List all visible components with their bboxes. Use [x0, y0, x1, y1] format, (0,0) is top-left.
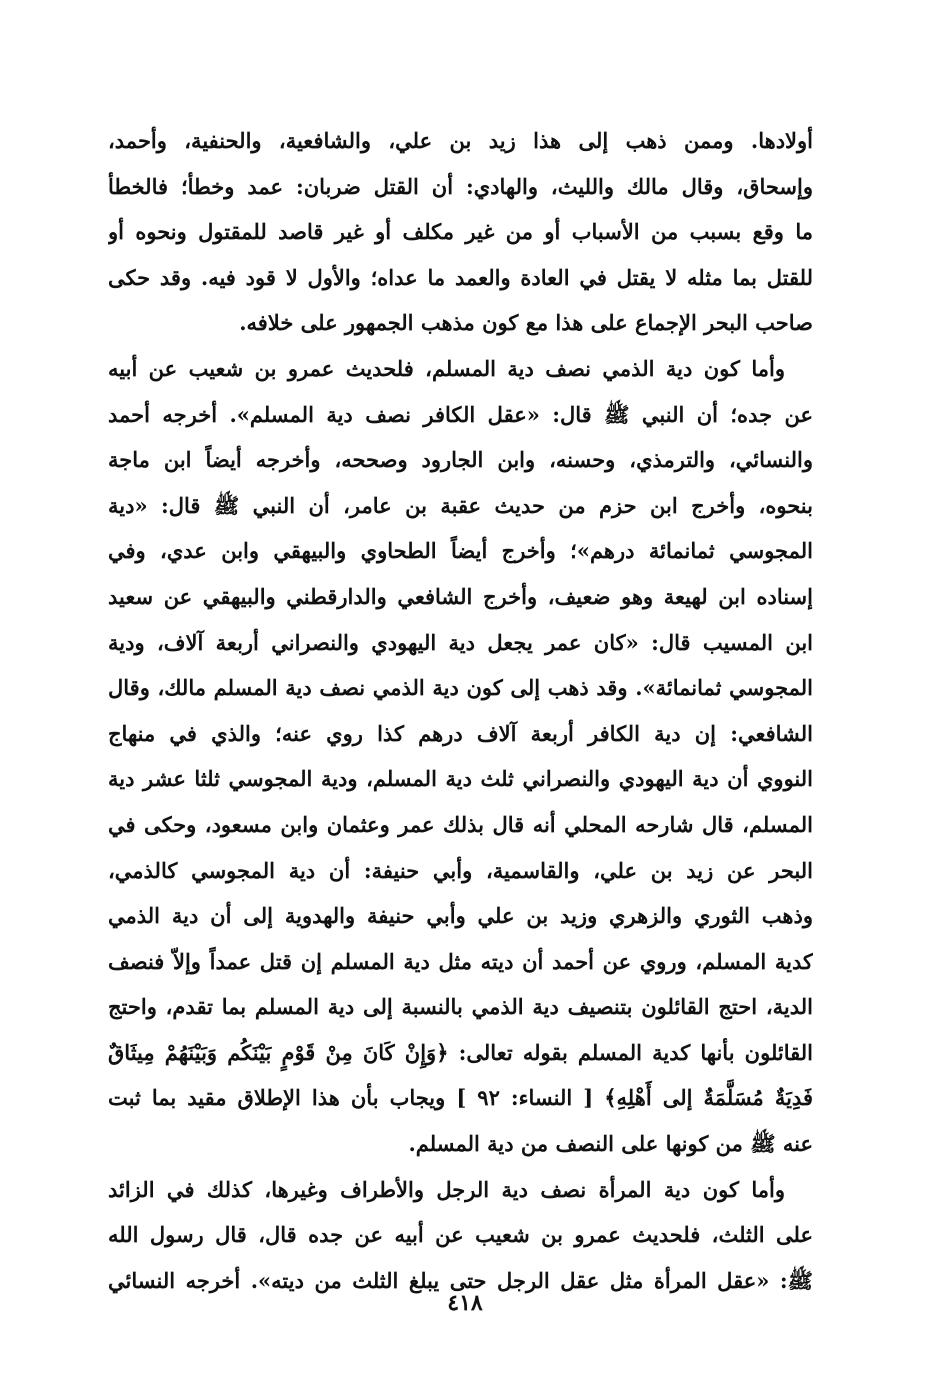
text-line: بنحوه، وأخرج ابن حزم من حديث عقبة بن عامر، أن النبي ﷺ قال: «دية: [108, 492, 813, 518]
text-line: إسناده ابن لهيعة وهو ضعيف، وأخرج الشافعي والدارقطني والبيهقي عن سعيد: [108, 583, 813, 609]
quran-verse-line: القائلون بأنها كدية المسلم بقوله تعالى: ﴿وَإِنْ كَانَ مِنْ قَوْمٍ بَيْنَكُم وَبَيْنَهُمْ مِيثَاقٌ: [108, 1039, 813, 1065]
text-line: كدية المسلم، وروي عن أحمد أن ديته مثل دية المسلم إن قتل عمداً وإلاّ فنصف: [108, 948, 813, 974]
text-line: والنسائي، والترمذي، وحسنه، وابن الجارود وصححه، وأخرجه أيضاً ابن ماجة: [108, 447, 813, 473]
text-line: المجوسي ثمانمائة درهم»؛ وأخرج أيضاً الطحاوي والبيهقي وابن عدي، وفي: [108, 538, 813, 564]
text-line: وذهب الثوري والزهري وزيد بن علي وأبي حنيفة والهدوية إلى أن دية الذمي: [108, 903, 813, 929]
text-line: المسلم، قال شارحه المحلي أنه قال بذلك عمر وعثمان وابن مسعود، وحكى في: [108, 811, 813, 837]
text-line: ما وقع بسبب من الأسباب أو من غير مكلف أو غير قاصد للمقتول ونحوه أو: [108, 219, 813, 245]
text-line: عن جده؛ أن النبي ﷺ قال: «عقل الكافر نصف دية المسلم». أخرجه أحمد: [108, 401, 813, 427]
text-line: الشافعي: إن دية الكافر أربعة آلاف درهم كذا روي عنه؛ والذي في منهاج: [108, 720, 813, 746]
text-line: على الثلث، فلحديث عمرو بن شعيب عن أبيه عن جده قال، قال رسول الله: [108, 1222, 813, 1248]
text-line: البحر عن زيد بن علي، والقاسمية، وأبي حنيفة: أن دية المجوسي كالذمي،: [108, 857, 813, 883]
text-line: وإسحاق، وقال مالك والليث، والهادي: أن القتل ضربان: عمد وخطأ؛ فالخطأ: [108, 173, 813, 199]
text-line: ﷺ: «عقل المرأة مثل عقل الرجل حتى يبلغ الثلث من ديته». أخرجه النسائي: [108, 1267, 813, 1293]
text-line: أولادها. وممن ذهب إلى هذا زيد بن علي، والشافعية، والحنفية، وأحمد،: [108, 128, 813, 153]
body-text: [108, 118, 813, 1303]
quran-verse-line: فَدِيَةٌ مُسَلَّمَةٌ إلى أَهْلِهِ﴾ [ النساء: ٩٢ ] ويجاب بأن هذا الإطلاق مقيد بما ثبت: [108, 1085, 813, 1111]
text-line: الدية، احتج القائلون بتنصيف دية الذمي بالنسبة إلى دية المسلم بما تقدم، واحتج: [108, 994, 813, 1020]
text-line: وأما كون دية الذمي نصف دية المسلم، فلحديث عمرو بن شعيب عن أبيه: [108, 355, 785, 381]
text-line: للقتل بما مثله لا يقتل في العادة والعمد ما عداه؛ والأول لا قود فيه. وقد حكى: [108, 264, 813, 290]
text-line: ابن المسيب قال: «كان عمر يجعل دية اليهودي والنصراني أربعة آلاف، ودية: [108, 629, 813, 655]
text-line: النووي أن دية اليهودي والنصراني ثلث دية المسلم، ودية المجوسي ثلثا عشر دية: [108, 766, 813, 792]
text-line: صاحب البحر الإجماع على هذا مع كون مذهب الجمهور على خلافه.: [239, 310, 813, 336]
text-line: المجوسي ثمانمائة». وقد ذهب إلى كون دية الذمي نصف دية المسلم مالك، وقال: [108, 675, 813, 701]
text-line: وأما كون دية المرأة نصف دية الرجل والأطراف وغيرها، كذلك في الزائد: [108, 1176, 785, 1202]
text-line: عنه ﷺ من كونها على النصف من دية المسلم.: [408, 1131, 813, 1157]
page-number: ٤١٨: [447, 1290, 483, 1316]
